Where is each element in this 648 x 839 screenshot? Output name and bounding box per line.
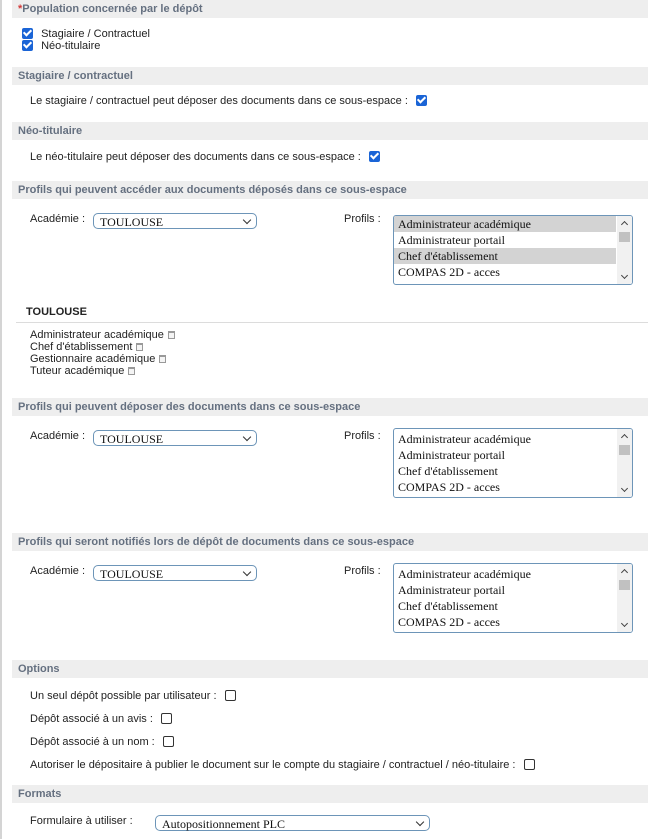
option-label: Néo-titulaire [41,40,101,52]
academie-label: Académie : [30,430,86,442]
section-title: Profils qui peuvent accéder aux documents déposés dans ce sous-espace [18,184,407,196]
section-header-notify [12,533,648,551]
option-label: Un seul dépôt possible par utilisateur : [30,690,217,702]
academie-label: Académie : [30,213,86,225]
option-single-deposit[interactable] [30,689,236,703]
option-publish-document[interactable] [30,758,535,772]
listbox-option[interactable]: Chef d'établissement [398,599,498,613]
select-value: Autopositionnement PLC [162,817,285,831]
academie-label: Académie : [30,565,86,577]
section-title: Stagiaire / contractuel [18,70,133,82]
neo-deposit-row[interactable] [30,150,380,164]
selected-academie-heading: TOULOUSE [26,306,87,318]
selected-profile-item [30,364,135,378]
checkbox-checked-icon[interactable] [369,151,380,162]
trash-icon[interactable] [159,355,166,363]
scroll-thumb[interactable] [619,445,630,455]
section-header-stagiaire [12,67,648,85]
profils-label: Profils : [344,430,381,442]
section-header-deposit [12,398,648,416]
listbox-option[interactable]: Administrateur académique [398,567,531,581]
section-header-population [12,0,648,18]
neo-deposit-label: Le néo-titulaire peut déposer des documents dans ce sous-espace : [30,151,361,163]
listbox-option[interactable]: Administrateur académique [398,432,531,446]
selected-profile-label: Administrateur académique [30,329,164,341]
checkbox-unchecked-icon[interactable] [524,759,535,770]
listbox-scrollbar[interactable] [617,564,632,632]
option-label: Dépôt associé à un nom : [30,736,155,748]
stagiaire-deposit-row[interactable] [30,94,427,108]
listbox-option[interactable]: Administrateur portail [398,233,505,247]
listbox-option[interactable]: Chef d'établissement [398,464,498,478]
checkbox-unchecked-icon[interactable] [161,713,172,724]
section-header-neo [12,122,648,140]
option-label: Dépôt associé à un avis : [30,713,153,725]
divider [16,322,648,323]
option-label: Stagiaire / Contractuel [41,28,150,40]
section-title: Formats [18,788,62,800]
notify-profils-listbox[interactable] [393,563,633,633]
listbox-option[interactable]: COMPAS 2D - acces [398,480,500,494]
listbox-option[interactable]: Chef d'établissement [394,248,616,264]
section-header-access [12,181,648,199]
selected-profile-label: Chef d'établissement [30,341,133,353]
select-value: TOULOUSE [100,432,164,446]
section-title: Profils qui peuvent déposer des documents dans ce sous-espace [18,401,361,413]
scroll-thumb[interactable] [619,232,630,242]
scroll-thumb[interactable] [619,580,630,590]
section-title: Options [18,663,60,675]
scroll-down-icon[interactable] [621,485,628,492]
deposit-academie-select[interactable] [93,430,257,446]
section-header-options [12,660,648,678]
form-label: Formulaire à utiliser : [30,815,133,827]
stagiaire-deposit-label: Le stagiaire / contractuel peut déposer des documents dans ce sous-espace : [30,95,408,107]
checkbox-checked-icon[interactable] [22,40,33,51]
listbox-option[interactable]: Administrateur portail [398,448,505,462]
section-title: Néo-titulaire [18,125,83,137]
listbox-scrollbar[interactable] [617,429,632,497]
deposit-profils-listbox[interactable] [393,428,633,498]
checkbox-checked-icon[interactable] [416,95,427,106]
left-border [0,0,2,839]
required-marker: * [18,3,23,15]
notify-academie-select[interactable] [93,565,257,581]
section-title: Population concernée par le dépôt [22,3,203,15]
scroll-down-icon[interactable] [621,272,628,279]
profils-label: Profils : [344,213,381,225]
trash-icon[interactable] [136,343,143,351]
access-academie-select[interactable] [93,213,257,229]
scroll-up-icon[interactable] [621,434,628,441]
trash-icon[interactable] [128,367,135,375]
chevron-down-icon [243,433,251,441]
chevron-down-icon [243,216,251,224]
listbox-scrollbar[interactable] [617,216,632,284]
listbox-option[interactable]: Administrateur portail [398,583,505,597]
select-value: TOULOUSE [100,567,164,581]
checkbox-unchecked-icon[interactable] [225,690,236,701]
selected-profile-label: Tuteur académique [30,365,125,377]
chevron-down-icon [243,568,251,576]
scroll-up-icon[interactable] [621,221,628,228]
option-deposit-avis[interactable] [30,712,172,726]
listbox-option[interactable]: COMPAS 2D - acces [398,265,500,279]
selected-profile-label: Gestionnaire académique [30,353,156,365]
access-profils-listbox[interactable] [393,215,633,285]
checkbox-checked-icon[interactable] [22,28,33,39]
listbox-option[interactable]: COMPAS 2D - acces [398,615,500,629]
form-select[interactable] [155,815,430,831]
scroll-up-icon[interactable] [621,569,628,576]
chevron-down-icon [416,818,424,826]
section-header-formats [12,785,648,803]
population-option-neo[interactable] [22,39,100,53]
option-deposit-nom[interactable] [30,735,174,749]
checkbox-unchecked-icon[interactable] [163,736,174,747]
listbox-option[interactable]: Administrateur académique [394,216,616,232]
trash-icon[interactable] [168,331,175,339]
select-value: TOULOUSE [100,215,164,229]
option-label: Autoriser le dépositaire à publier le document sur le compte du stagiaire / contractuel / néo-titulaire : [30,759,516,771]
section-title: Profils qui seront notifiés lors de dépôt de documents dans ce sous-espace [18,536,415,548]
scroll-down-icon[interactable] [621,620,628,627]
profils-label: Profils : [344,565,381,577]
